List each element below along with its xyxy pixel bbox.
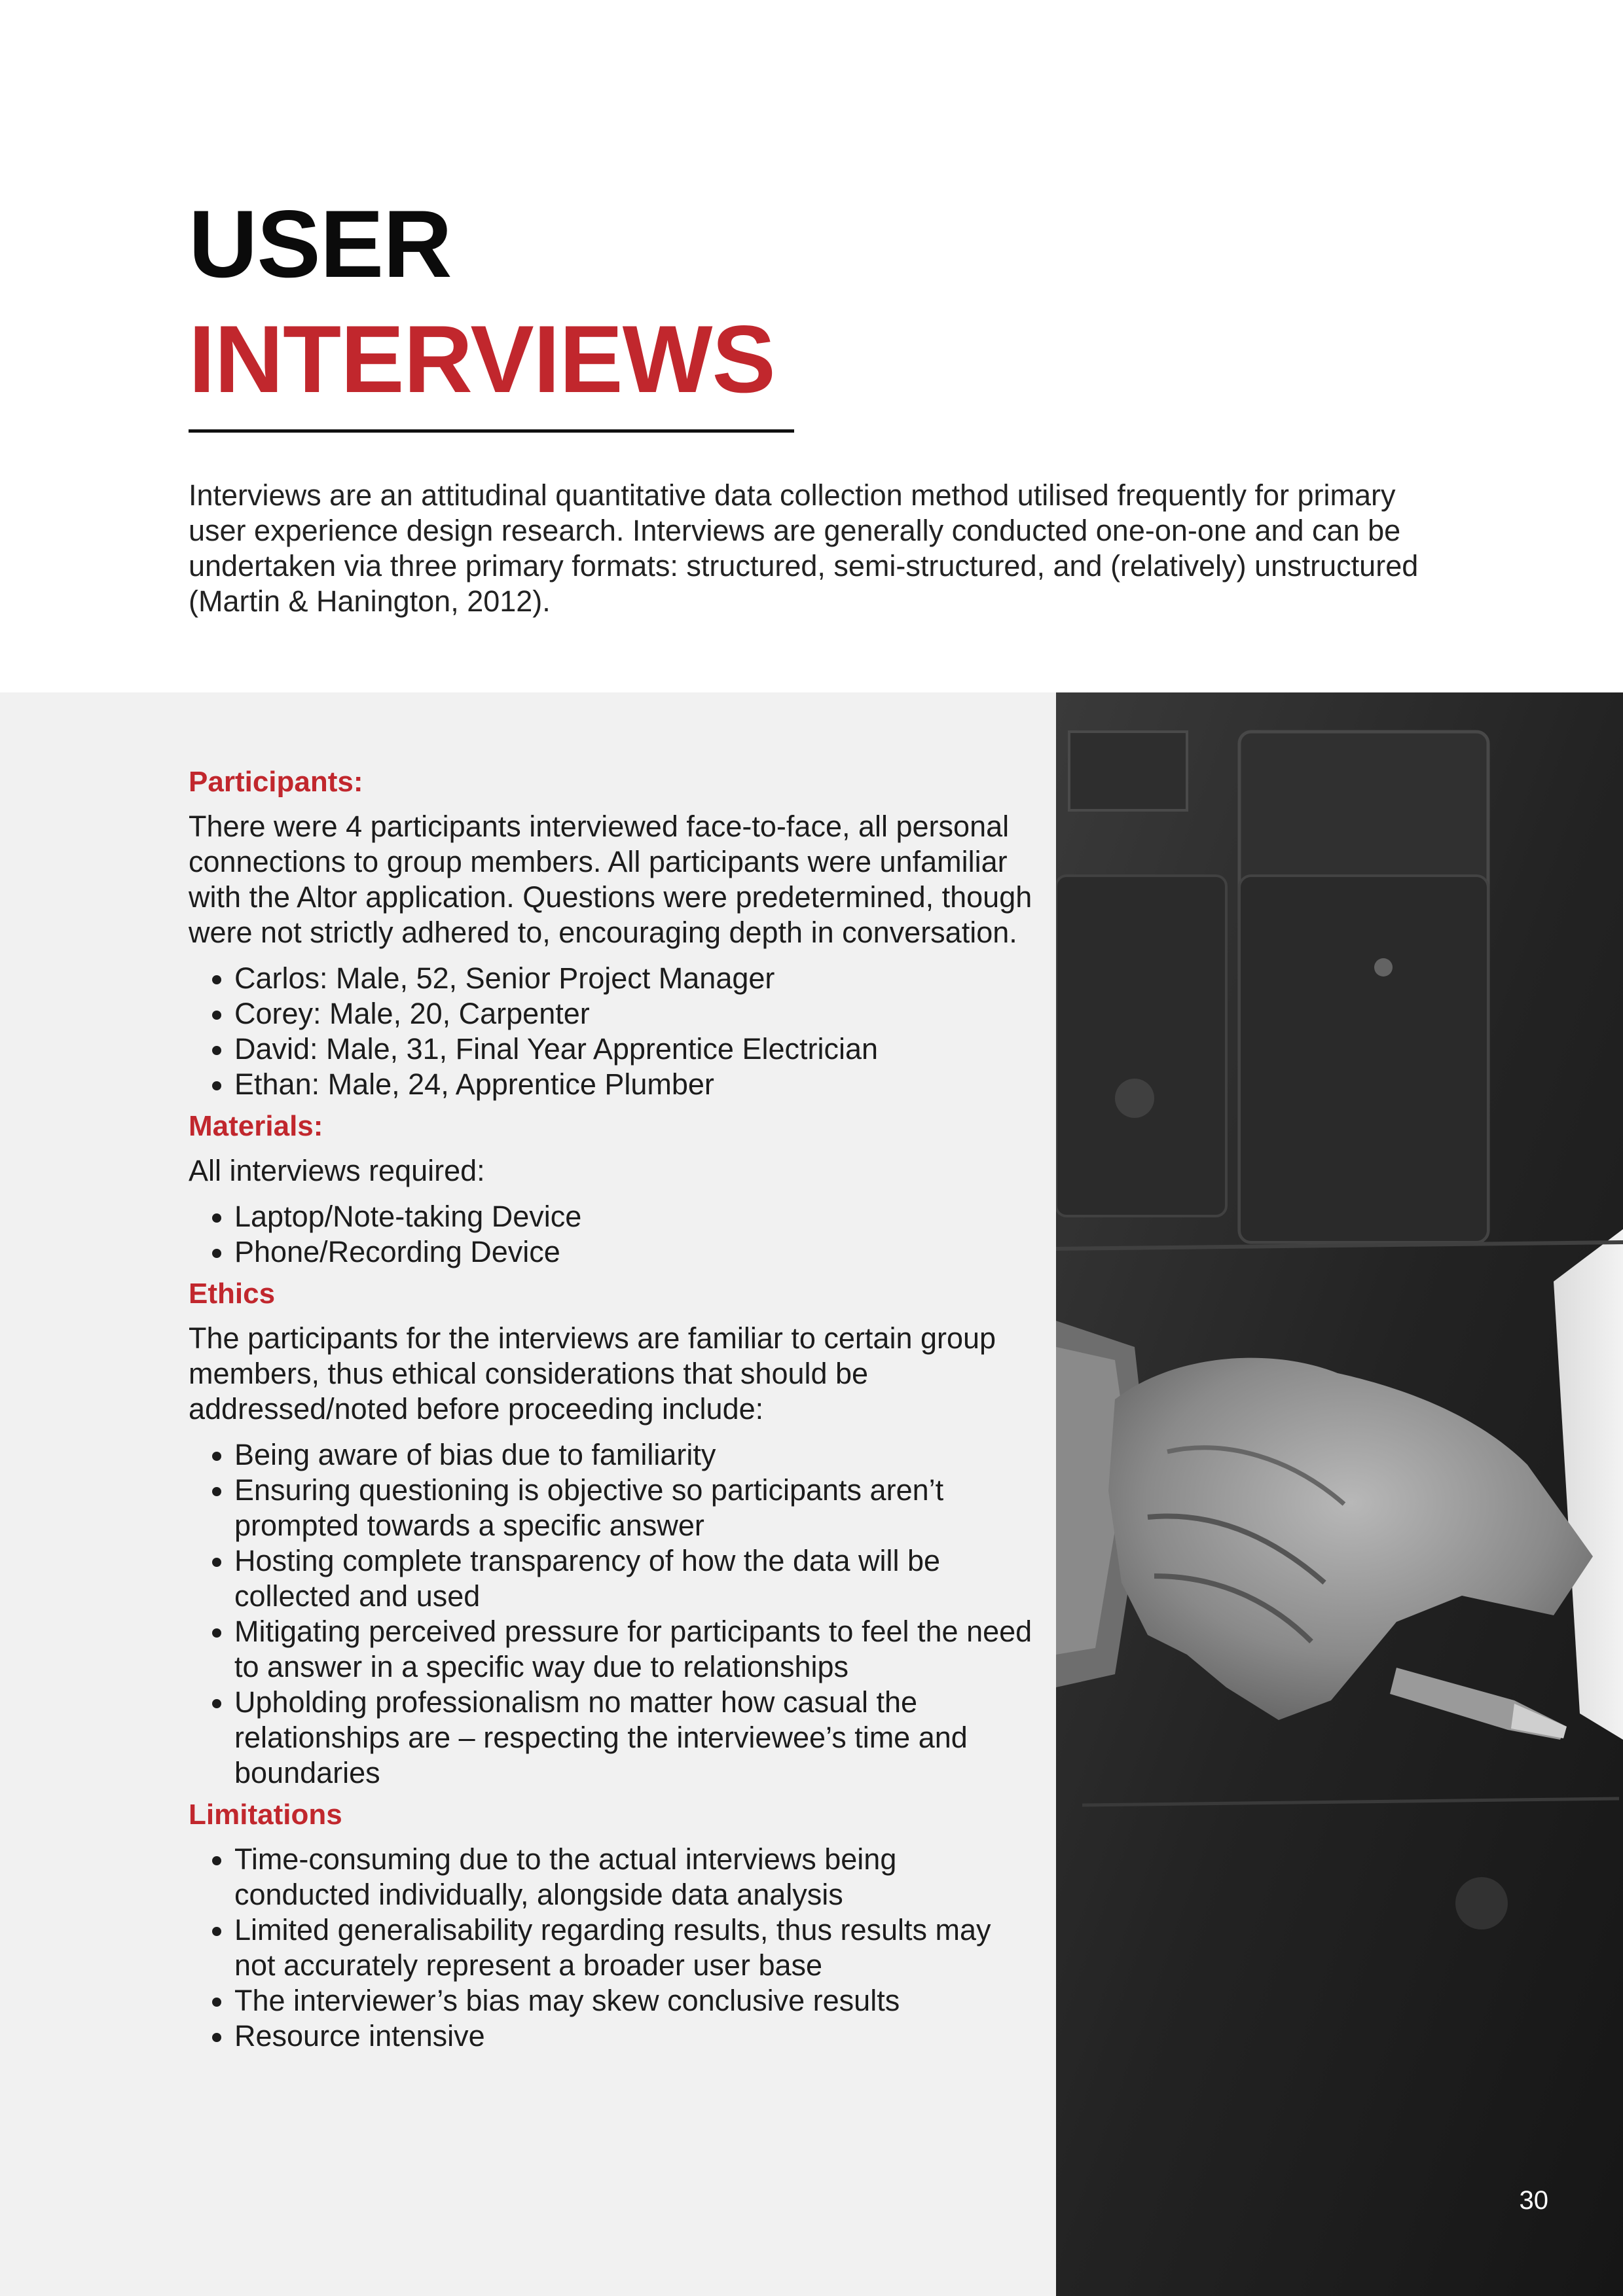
participants-heading: Participants: — [189, 766, 363, 798]
list-item: • Being aware of bias due to familiarity — [234, 1437, 1040, 1473]
worker-with-drill-image — [1056, 692, 1623, 2296]
intro-paragraph: Interviews are an attitudinal quantitative data collection method utilised frequently for primary user experience design research. Interviews are generally conducted one-on-one and can be undertaken via three primary formats: structured, semi-structured, and (relatively) unstructured (Martin & Hanington, 2012). — [189, 478, 1419, 618]
content-column — [189, 764, 1040, 2060]
materials-list — [189, 1199, 1040, 1270]
content-panel — [0, 692, 1056, 2296]
ethics-heading: Ethics — [189, 1278, 276, 1310]
list-item: • The interviewer’s bias may skew conclusive results — [234, 1983, 1040, 2018]
limitations-heading: Limitations — [189, 1799, 342, 1831]
list-item: • Limited generalisability regarding results, thus results may not accurately represent a broader user base — [234, 1912, 1040, 1983]
list-item: • Corey: Male, 20, Carpenter — [234, 996, 1040, 1031]
list-item: • Hosting complete transparency of how the data will be collected and used — [234, 1543, 1040, 1614]
ethics-text: The participants for the interviews are familiar to certain group members, thus ethical considerations that should be addressed/noted before proceeding include: — [189, 1321, 996, 1426]
page-number: 30 — [1519, 2186, 1548, 2215]
list-item: • Upholding professionalism no matter how casual the relationships are – respecting the interviewee’s time and boundaries — [234, 1685, 1040, 1791]
list-item: • Laptop/Note-taking Device — [234, 1199, 1040, 1234]
lower-section — [0, 692, 1623, 2296]
title-line-user: USER — [189, 190, 452, 297]
list-item: • Time-consuming due to the actual interviews being conducted individually, alongside data analysis — [234, 1842, 1040, 1912]
worker-photo — [1056, 692, 1623, 2296]
list-item: • Mitigating perceived pressure for participants to feel the need to answer in a specific way due to relationships — [234, 1614, 1040, 1685]
materials-heading: Materials: — [189, 1110, 323, 1142]
list-item: • Phone/Recording Device — [234, 1234, 1040, 1270]
list-item: • Resource intensive — [234, 2018, 1040, 2054]
list-item: • Carlos: Male, 52, Senior Project Manager — [234, 961, 1040, 996]
list-item: • Ethan: Male, 24, Apprentice Plumber — [234, 1067, 1040, 1102]
page-title — [189, 187, 775, 417]
participants-text: There were 4 participants interviewed face-to-face, all personal connections to group members. All participants were unfamiliar with the Altor application. Questions were predetermined, though were not strictly adhered to, encouraging depth in conversation. — [189, 810, 1032, 949]
ethics-list — [189, 1437, 1040, 1791]
title-line-interviews: INTERVIEWS — [189, 306, 775, 412]
list-item: • Ensuring questioning is objective so participants aren’t prompted towards a specific answer — [234, 1473, 1040, 1543]
participants-list — [189, 961, 1040, 1102]
list-item: • David: Male, 31, Final Year Apprentice Electrician — [234, 1031, 1040, 1067]
limitations-list — [189, 1842, 1040, 2054]
title-underline — [189, 429, 794, 433]
materials-text: All interviews required: — [189, 1154, 485, 1187]
